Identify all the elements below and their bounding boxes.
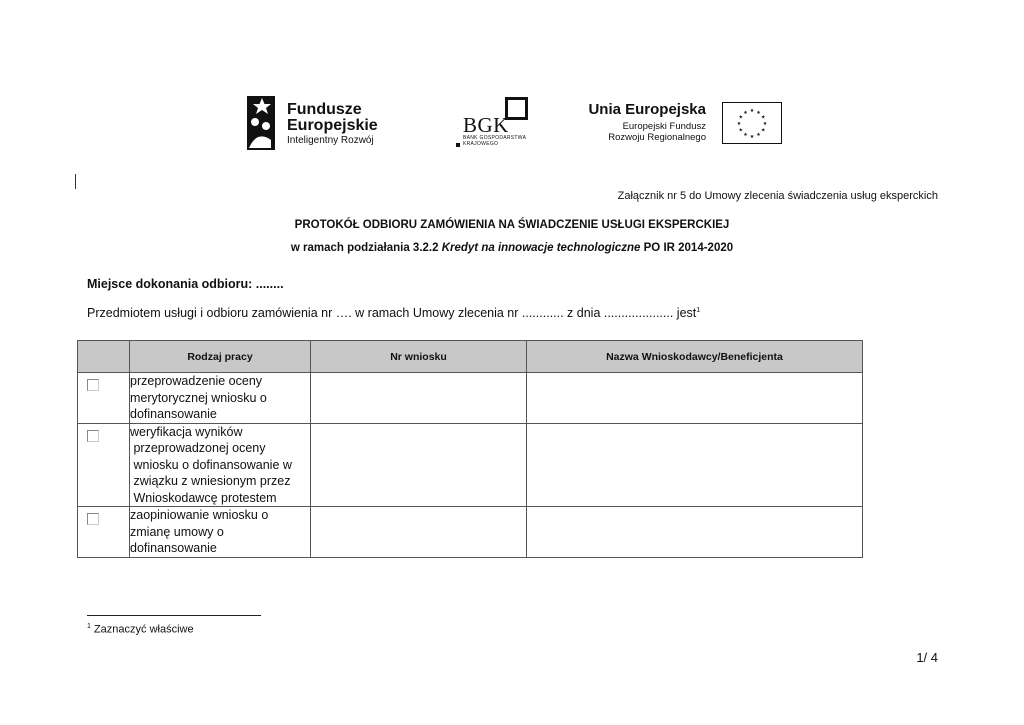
work-type-checkbox-1[interactable] <box>87 379 99 391</box>
bgk-subtitle-line1: BANK GOSPODARSTWA <box>463 135 527 141</box>
work-type-line: związku z wniesionym przez <box>130 474 291 488</box>
work-type-line: wniosku o dofinansowanie w <box>130 457 292 472</box>
applicant-name-cell[interactable] <box>527 423 863 507</box>
fundusze-europejskie-emblem-icon <box>247 96 275 150</box>
table-row <box>78 423 863 507</box>
work-type-line: dofinansowanie <box>130 541 217 555</box>
service-subject <box>87 306 700 320</box>
table-header-row <box>78 341 863 373</box>
application-number-cell[interactable] <box>311 507 527 558</box>
work-type-table <box>77 340 863 558</box>
fe-line2: Europejskie <box>287 117 378 134</box>
application-number-cell[interactable] <box>311 423 527 507</box>
table-row <box>78 507 863 558</box>
header-checkbox-column <box>78 341 130 373</box>
work-type-line: przeprowadzonej oceny <box>130 441 266 455</box>
header-work-type: Rodzaj pracy <box>130 341 311 373</box>
checkbox-cell <box>78 507 130 558</box>
work-type-checkbox-3[interactable] <box>87 513 99 525</box>
bgk-logo <box>455 96 535 152</box>
fundusze-europejskie-logo <box>247 96 387 152</box>
unia-europejska-logo <box>588 100 782 148</box>
work-type-line: Wnioskodawcę protestem <box>130 490 277 505</box>
bgk-subtitle-line2: KRAJOWEGO <box>463 141 499 147</box>
svg-text:★: ★ <box>743 132 748 139</box>
header-applicant-name: Nazwa Wnioskodawcy/Beneficjenta <box>527 341 863 373</box>
fe-line1: Fundusze <box>287 101 362 118</box>
ue-subtitle-2: Rozwoju Regionalnego <box>608 132 706 143</box>
fe-subtitle: Inteligentny Rozwój <box>287 135 374 146</box>
footnote-text: Zaznaczyć właściwe <box>90 623 194 636</box>
work-type-line: zaopiniowanie wniosku o <box>130 508 269 522</box>
work-type-cell <box>130 507 311 558</box>
annex-label: Załącznik nr 5 do Umowy zlecenia świadczenia usług eksperckich <box>617 190 938 202</box>
footnote-separator <box>87 615 261 616</box>
application-number-cell[interactable] <box>311 373 527 424</box>
subtitle-prefix: w ramach podziałania 3.2.2 <box>290 242 442 254</box>
footnote-number: 1 <box>87 623 91 630</box>
svg-text:★: ★ <box>738 127 743 134</box>
svg-text:★: ★ <box>749 134 755 140</box>
svg-text:★: ★ <box>756 132 761 139</box>
footnote-ref: 1 <box>696 306 701 314</box>
header-application-number: Nr wniosku <box>311 341 527 373</box>
document-title: PROTOKÓŁ ODBIORU ZAMÓWIENIA NA ŚWIADCZENIE USŁUGI EKSPERCKIEJ <box>294 219 730 231</box>
document-subtitle <box>0 242 1024 254</box>
subtitle-italic: Kredyt na innowacje technologiczne <box>441 242 641 254</box>
checkbox-cell <box>78 373 130 424</box>
svg-text:★: ★ <box>756 109 761 116</box>
work-type-line: weryfikacja wyników <box>130 424 243 439</box>
ue-title: Unia Europejska <box>588 101 706 118</box>
footnote <box>87 623 194 636</box>
work-type-line: dofinansowanie <box>130 407 217 421</box>
checkbox-cell <box>78 423 130 507</box>
svg-text:★: ★ <box>738 114 743 121</box>
work-type-line: merytorycznej wniosku o <box>130 390 267 405</box>
table-row <box>78 373 863 424</box>
svg-text:★: ★ <box>761 114 766 121</box>
service-subject-text: Przedmiotem usługi i odbioru zamówienia nr …. w ramach Umowy zlecenia nr ............ z dnia .................... jest <box>87 306 697 320</box>
work-type-line: zmianę umowy o <box>130 524 224 539</box>
work-type-line: przeprowadzenie oceny <box>130 374 263 388</box>
text-cursor <box>75 174 76 189</box>
bgk-dot-icon <box>456 143 460 147</box>
work-type-cell <box>130 423 311 507</box>
work-type-cell <box>130 373 311 424</box>
subtitle-suffix: PO IR 2014-2020 <box>640 242 734 254</box>
svg-text:★: ★ <box>762 121 768 127</box>
svg-text:★: ★ <box>743 109 748 116</box>
bgk-name: BGK <box>463 113 509 137</box>
bgk-subtitle <box>463 135 526 147</box>
svg-text:★: ★ <box>736 121 742 127</box>
ue-subtitle-1: Europejski Fundusz <box>622 121 706 132</box>
place-of-acceptance: Miejsce dokonania odbioru: ........ <box>87 277 284 291</box>
applicant-name-cell[interactable] <box>527 373 863 424</box>
svg-text:★: ★ <box>749 108 755 114</box>
applicant-name-cell[interactable] <box>527 507 863 558</box>
eu-flag-icon <box>722 102 782 144</box>
svg-text:★: ★ <box>761 127 766 134</box>
page-number: 1/ 4 <box>916 650 938 665</box>
work-type-checkbox-2[interactable] <box>87 430 99 442</box>
